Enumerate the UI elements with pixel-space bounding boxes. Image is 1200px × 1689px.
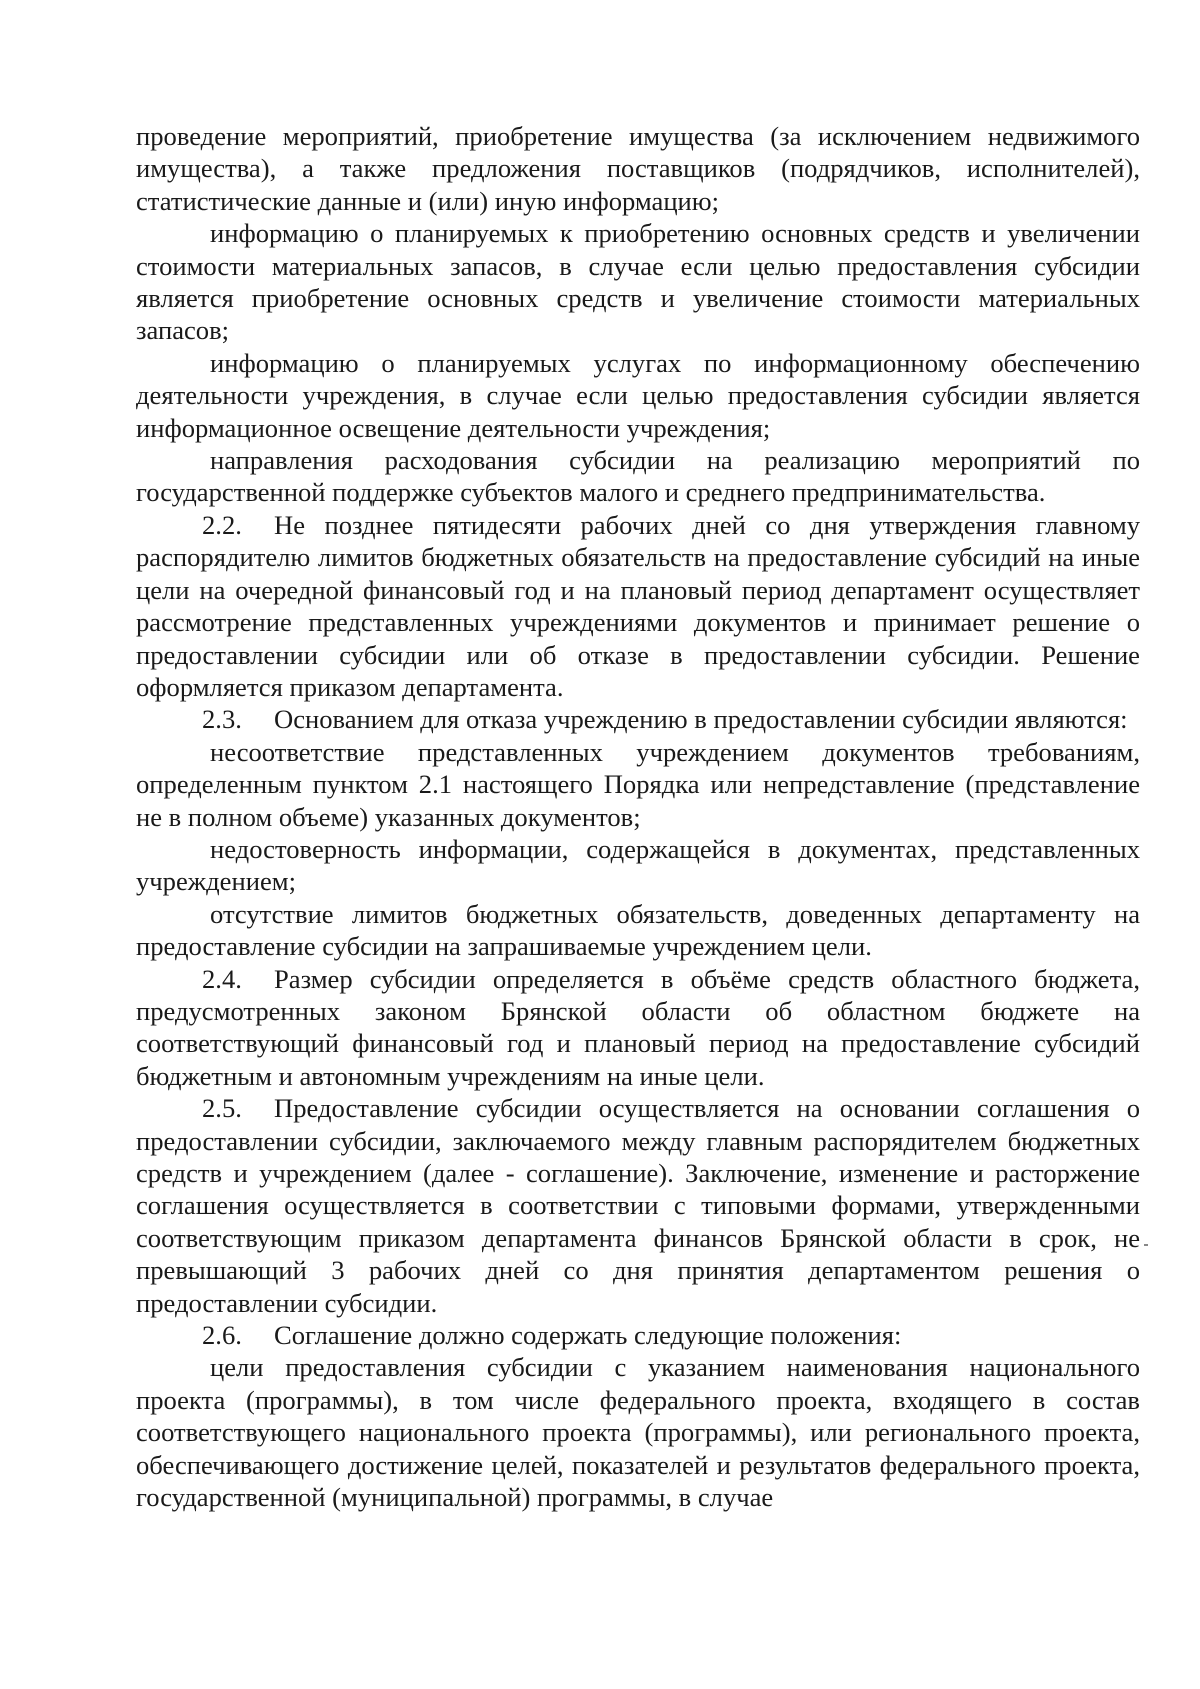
document-page [136,120,1140,1513]
clause-number: 2.2. [202,509,242,540]
clause-2-5 [136,1092,1140,1319]
paragraph-text: Размер субсидии определяется в объёме средств областного бюджета, предусмотренных законом Брянской области об областном бюджете на соответствующий финансовый год и плановый период на предоставление субсидий бюджетным и автономным учреждениям на иные цели. [136,963,1140,1091]
paragraph-text: цели предоставления субсидии с указанием наименования национального проекта (программы), в том числе федерального проекта, входящего в состав соответствующего национального проекта (программы), или регионального проекта, обеспечивающего достижение целей, показателей и результатов федерального проекта, государственной (муниципальной) программы, в случае [136,1352,1140,1513]
clause-number: 2.3. [202,704,242,735]
paragraph-text: недостоверность информации, содержащейся в документах, представленных учреждением; [136,833,1140,897]
paragraph-text: информацию о планируемых услугах по информационному обеспечению деятельности учреждения, в случае если целью предоставления субсидии является информационное освещение деятельности учреждения; [136,347,1140,443]
paragraph-text: Основанием для отказа учреждению в предоставлении субсидии являются: [274,704,1128,735]
paragraph-no-limits [136,898,1140,963]
clause-2-3 [136,703,1140,735]
paragraph-text: Не позднее пятидесяти рабочих дней со дня утверждения главному распорядителю лимитов бюджетных обязательств на предоставление субсидий на иные цели на очередной финансовый год и на плановый период департамент осуществляет рассмотрение представленных учреждениями документов и принимает решение о предоставлении субсидии или об отказе в предоставлении субсидии. Решение оформляется приказом департамента. [136,509,1140,702]
paragraph-text: информацию о планируемых к приобретению основных средств и увеличении стоимости материальных запасов, в случае если целью предоставления субсидии является приобретение основных средств и увеличение стоимости материальных запасов; [136,218,1140,346]
paragraph-text: отсутствие лимитов бюджетных обязательств, доведенных департаменту на предоставление субсидии на запрашиваемые учреждением цели. [136,898,1140,962]
paragraph-continuation [136,120,1140,217]
clause-2-2 [136,509,1140,703]
scan-speck [1144,1244,1148,1246]
paragraph-nonconformity [136,736,1140,833]
clause-2-4 [136,963,1140,1093]
paragraph-text: проведение мероприятий, приобретение имущества (за исключением недвижимого имущества), а также предложения поставщиков (подрядчиков, исполнителей), статистические данные и (или) иную информацию; [136,121,1140,216]
clause-number: 2.5. [202,1093,242,1124]
paragraph-information-services [136,347,1140,444]
paragraph-agreement-goals [136,1351,1140,1513]
paragraph-text: направления расходования субсидии на реализацию мероприятий по государственной поддержке субъектов малого и среднего предпринимательства. [136,445,1140,508]
paragraph-text: Предоставление субсидии осуществляется на основании соглашения о предоставлении субсидии, заключаемого между главным распорядителем бюджетных средств и учреждением (далее - соглашение). Заключение, изменение и расторжение соглашения осуществляется в соответствии с типовыми формами, утвержденными соответствующим приказом департамента финансов Брянской области в срок, не превышающий 3 рабочих дней со дня принятия департаментом решения о предоставлении субсидии. [136,1093,1140,1318]
paragraph-text: Соглашение должно содержать следующие положения: [274,1320,902,1351]
paragraph-text: несоответствие представленных учреждением документов требованиям, определенным пунктом 2.1 настоящего Порядка или непредставление (представление не в полном объеме) указанных документов; [136,736,1140,832]
clause-number: 2.6. [202,1320,242,1351]
paragraph-unreliability [136,833,1140,898]
clause-2-6 [136,1319,1140,1351]
clause-number: 2.4. [202,963,242,994]
paragraph-expense-directions [136,444,1140,509]
paragraph-fixed-assets-info [136,217,1140,347]
